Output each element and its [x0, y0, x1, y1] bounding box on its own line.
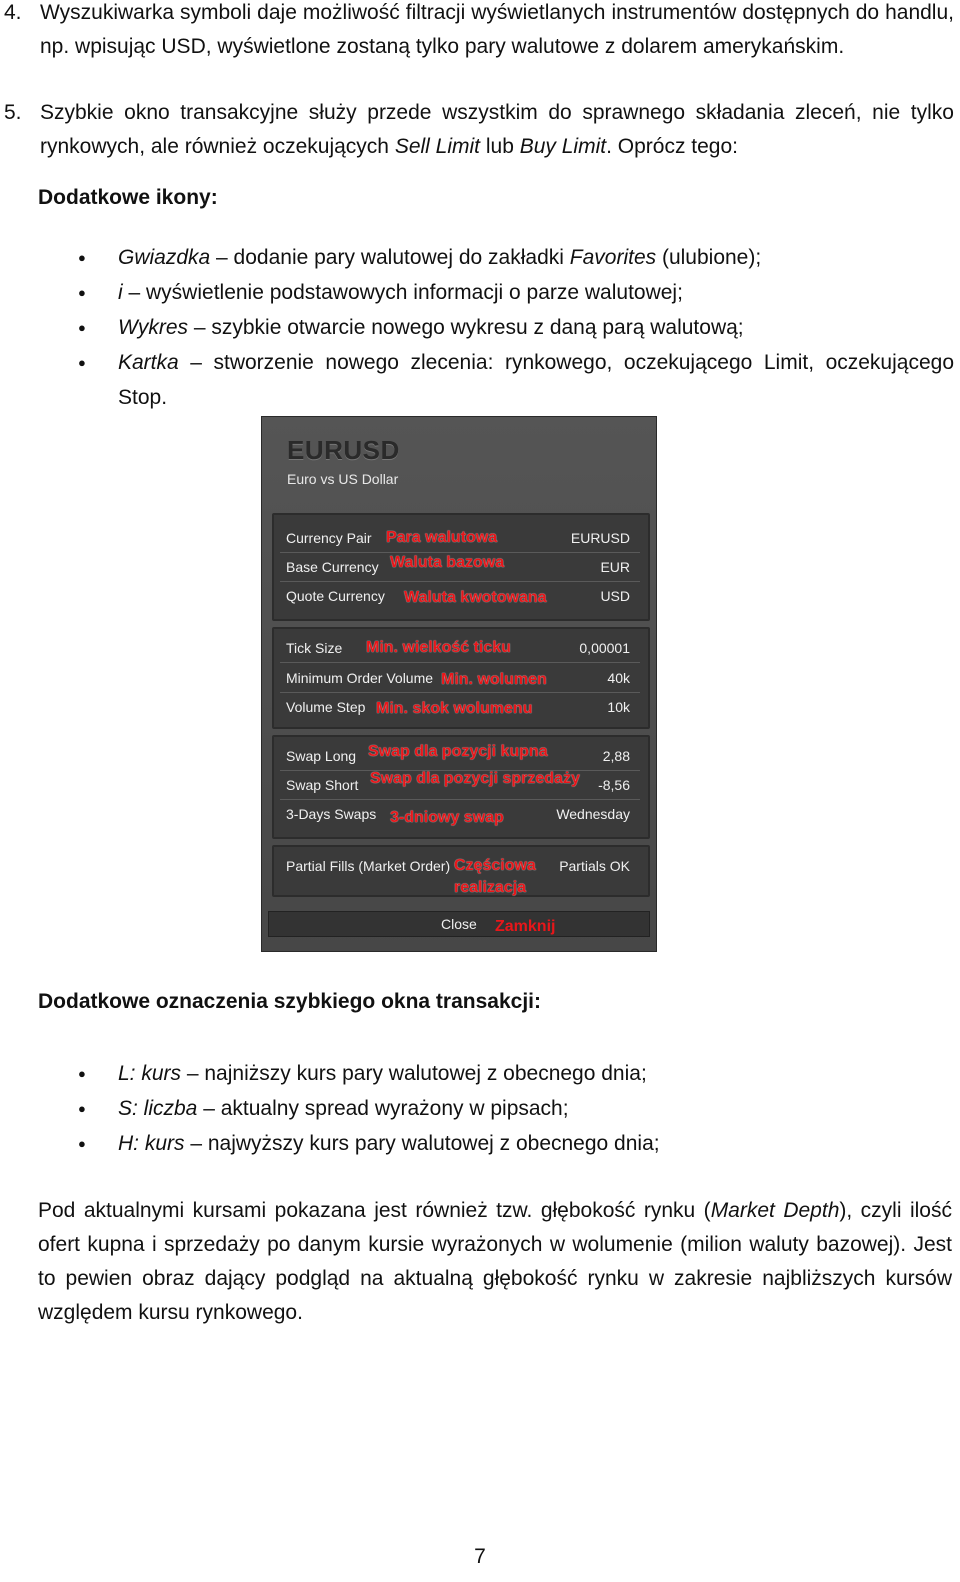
- row-min-order-volume: [286, 665, 638, 691]
- list-text-part: . Oprócz tego:: [606, 135, 738, 158]
- row-value: EURUSD: [570, 530, 630, 546]
- row-volume-step: [286, 694, 638, 720]
- list-text-part: lub: [480, 135, 520, 158]
- row-label: Base Currency: [286, 559, 379, 575]
- row-swap-short: [286, 772, 638, 798]
- bullet-desc: – dodanie pary walutowej do zakładki: [210, 246, 570, 269]
- bullet-desc: – najniższy kurs pary walutowej z obecnego dnia;: [181, 1062, 647, 1085]
- close-label: Close: [441, 916, 477, 932]
- row-label: Quote Currency: [286, 588, 385, 604]
- bullet-item: [38, 275, 954, 310]
- row-value: 2,88: [602, 748, 630, 764]
- bullet-desc: – stworzenie nowego zlecenia: rynkowego, oczekującego Limit, oczekującego Stop.: [118, 351, 954, 409]
- close-button[interactable]: [268, 911, 650, 937]
- row-annotation: Min. wielkość ticku: [366, 639, 511, 656]
- list-text-em: Sell Limit: [394, 135, 481, 158]
- heading-icons: Dodatkowe ikony:: [38, 186, 218, 209]
- list-text: Wyszukiwarka symboli daje możliwość filtracji wyświetlanych instrumentów dostępnych do handlu, np. wpisując USD, wyświetlone zostaną tylko pary walutowe z dolarem amerykańskim.: [40, 1, 954, 58]
- dialog-subtitle: Euro vs US Dollar: [287, 471, 399, 487]
- row-value: 0,00001: [579, 640, 630, 656]
- market-depth-paragraph: [38, 1194, 952, 1330]
- bullet-term: Gwiazdka: [118, 246, 211, 269]
- page-number: 7: [474, 1545, 486, 1568]
- row-value: EUR: [600, 559, 630, 575]
- row-quote-currency: [286, 583, 638, 609]
- row-label: Swap Long: [286, 748, 357, 764]
- row-annotation: Waluta bazowa: [390, 554, 505, 571]
- symbol-info-dialog-screenshot: [261, 416, 657, 952]
- bullet-desc: – najwyższy kurs pary walutowej z obecnego dnia;: [184, 1132, 660, 1155]
- list-item-4: [4, 0, 954, 64]
- divider: [280, 662, 640, 663]
- bullet-item: [38, 1091, 954, 1126]
- list-text-part: Szybkie okno transakcyjne służy przede wszystkim do sprawnego składania zleceń, nie tylko rynkowych, ale również oczekujących: [40, 101, 954, 158]
- bullet-item: [38, 345, 954, 415]
- row-value: -8,56: [598, 777, 630, 793]
- bullet-term: Kartka: [118, 351, 179, 374]
- row-swap-long: [286, 743, 638, 769]
- row-label: 3-Days Swaps: [286, 806, 377, 822]
- row-currency-pair: [286, 525, 638, 551]
- list-text-em: Buy Limit: [519, 135, 607, 158]
- row-value: 10k: [607, 699, 630, 715]
- divider: [280, 692, 640, 693]
- bullet-desc: – szybkie otwarcie nowego wykresu z daną parą walutową;: [188, 316, 744, 339]
- bullet-desc: – aktualny spread wyrażony w pipsach;: [197, 1097, 569, 1120]
- list-item-5: [4, 96, 954, 164]
- marks-list: [38, 1056, 954, 1161]
- row-annotation: 3-dniowy swap: [390, 809, 504, 826]
- bullet-item: [38, 1056, 954, 1091]
- icons-list: [38, 240, 954, 415]
- bullet-item: [38, 240, 954, 275]
- group-partial-fills: [272, 845, 650, 897]
- row-annotation: Swap dla pozycji kupna: [368, 743, 548, 760]
- row-value: Partials OK: [559, 858, 630, 874]
- row-label: Partial Fills (Market Order): [286, 858, 451, 874]
- bullet-item: [38, 310, 954, 345]
- list-number: 5.: [4, 101, 22, 124]
- bullet-term: H: kurs: [118, 1132, 185, 1155]
- bullet-desc: – wyświetlenie podstawowych informacji o parze walutowej;: [122, 281, 683, 304]
- bullet-desc: (ulubione);: [656, 246, 762, 269]
- row-label: Minimum Order Volume: [286, 670, 434, 686]
- paragraph-em: Market Depth: [710, 1199, 840, 1222]
- row-label: Volume Step: [286, 699, 366, 715]
- paragraph-text: Pod aktualnymi kursami pokazana jest również tzw. głębokość rynku (: [38, 1199, 711, 1222]
- divider: [280, 581, 640, 582]
- row-annotation: Para walutowa: [386, 529, 498, 546]
- divider: [280, 552, 640, 553]
- row-tick-size: [286, 635, 638, 661]
- dialog-title: EURUSD: [287, 435, 400, 465]
- row-annotation: Częściowa realizacja: [454, 857, 536, 896]
- row-label: Swap Short: [286, 777, 359, 793]
- row-annotation: Min. wolumen: [441, 671, 547, 688]
- bullet-item: [38, 1126, 954, 1161]
- row-label: Currency Pair: [286, 530, 372, 546]
- bullet-term: S: liczba: [118, 1097, 198, 1120]
- divider: [280, 799, 640, 800]
- bullet-term: i: [118, 281, 123, 304]
- row-partial-fills: [286, 853, 638, 896]
- group-swaps: [272, 735, 650, 839]
- row-3-day-swaps: [286, 801, 638, 827]
- list-number: 4.: [4, 1, 22, 24]
- bullet-em: Favorites: [569, 246, 657, 269]
- heading-marks: Dodatkowe oznaczenia szybkiego okna transakcji:: [38, 990, 541, 1013]
- group-currency: [272, 513, 650, 621]
- row-value: Wednesday: [556, 806, 630, 822]
- row-value: USD: [600, 588, 630, 604]
- bullet-term: Wykres: [118, 316, 188, 339]
- list-text: [40, 96, 954, 164]
- bullet-term: L: kurs: [118, 1062, 182, 1085]
- row-base-currency: [286, 554, 638, 580]
- group-volume: [272, 627, 650, 729]
- paragraph-text: ), czyli ilość ofert kupna i sprzedaży po danym kursie wyrażonych w wolumenie (milion waluty bazowej). Jest to pewien obraz dający podgląd na aktualną głębokość rynku w zakresie najbliższych kursów względem kursu rynkowego.: [38, 1199, 952, 1324]
- row-annotation: Min. skok wolumenu: [376, 700, 533, 717]
- row-annotation: Swap dla pozycji sprzedaży: [370, 770, 580, 787]
- row-label: Tick Size: [286, 640, 343, 656]
- row-value: 40k: [607, 670, 630, 686]
- row-annotation: Waluta kwotowana: [404, 589, 547, 606]
- close-annotation: Zamknij: [495, 918, 556, 935]
